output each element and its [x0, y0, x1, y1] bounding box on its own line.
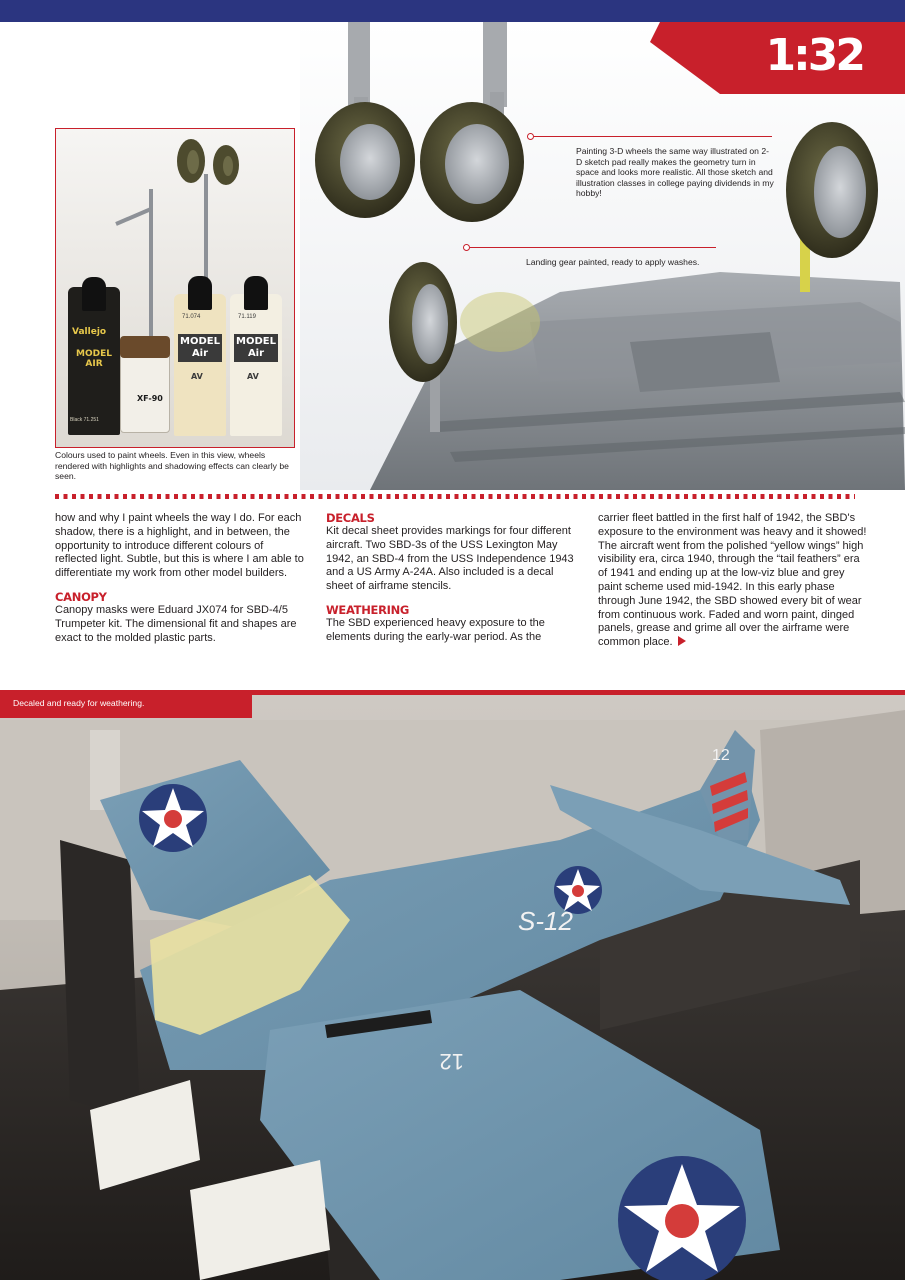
- weathering-heading: WEATHERING: [326, 602, 410, 617]
- callout-marker: [463, 244, 470, 251]
- bottle-code: Black 71.251: [70, 417, 99, 423]
- dotted-divider: [55, 494, 855, 500]
- canopy-heading: CANOPY: [55, 589, 107, 604]
- bottle-line: MODEL AIR: [76, 349, 112, 369]
- column-3: [598, 512, 868, 650]
- col3-text: carrier fleet battled in the first half of 1942, the SBD's exposure to the environment was heavy and it showed! The aircraft went from the polished “yellow wings” high visibility era, circa 1940, through the “tail feathers” era of 1941 and ending up at the low-viz blue and grey paint scheme used mid-1942. In this early phase through June 1942, the SBD showed every bit of wear from continuous work. Faded and worn paint, dinged panels, grease and grime all over the airframe were common place.: [598, 512, 867, 649]
- av-mark: AV: [191, 372, 203, 381]
- bottle-line: MODEL Air: [234, 334, 278, 362]
- jar-code: XF-90: [137, 394, 163, 403]
- landing-gear-callout: Landing gear painted, ready to apply washes.: [526, 257, 700, 267]
- paint-bottle-white: [230, 294, 282, 436]
- paints-caption: Colours used to paint wheels. Even in this view, wheels rendered with highlights and shadowing effects can clearly be seen.: [55, 450, 289, 481]
- tail-number: 12: [712, 747, 730, 764]
- bottle-code: 71.119: [238, 314, 256, 320]
- bottom-caption-tab: [0, 690, 252, 718]
- av-mark: AV: [247, 372, 259, 381]
- decals-text: Kit decal sheet provides markings for four different aircraft. Two SBD-3s of the USS Lexington May 1942, an SBD-4 from the USS Independence 1943 and a US Army A-24A. Also included is a decal sheet of airframe stencils.: [326, 525, 574, 593]
- jar-lid: [120, 336, 170, 358]
- callout-marker: [527, 133, 534, 140]
- scale-tab: [650, 22, 905, 94]
- column-1: [55, 512, 305, 645]
- bottle-cap: [244, 276, 268, 310]
- paints-photo: [55, 128, 295, 448]
- weathering-text: The SBD experienced heavy exposure to the elements during the early-war period. As the: [326, 616, 545, 643]
- bottom-caption: Decaled and ready for weathering.: [13, 698, 145, 708]
- wing-number: 12: [439, 1049, 464, 1074]
- paint-jar-tamiya: [120, 341, 170, 433]
- column-2: [326, 512, 576, 645]
- bottle-code: 71.074: [182, 314, 201, 320]
- bottle-line: MODEL Air: [178, 334, 222, 362]
- col1-intro: how and why I paint wheels the way I do. For each shadow, there is a highlight, and in between, the opportunity to introduce different colours of reflected light. Subtle, but this is where I am able to differentiate my work from other model builders.: [55, 512, 304, 580]
- paint-bottle-black: [68, 287, 120, 435]
- canopy-text: Canopy masks were Eduard JX074 for SBD-4/5 Trumpeter kit. The dimensional fit and shapes are exact to the molded plastic parts.: [55, 603, 297, 644]
- paint-bottle-cream: [174, 294, 226, 436]
- callout-leader: [534, 136, 772, 137]
- bottle-brand: Vallejo: [72, 327, 107, 337]
- top-bar: [0, 0, 905, 22]
- scale-label: 1:32: [765, 30, 863, 81]
- bottle-cap: [82, 277, 106, 311]
- callout-leader: [470, 247, 716, 248]
- continue-arrow-icon: [678, 636, 686, 646]
- wheels-callout: Painting 3-D wheels the same way illustrated on 2-D sketch pad really makes the geometry turn in space and looks more realistic. All those sketch and illustration classes in college paying dividends in my hobby!: [576, 146, 774, 199]
- aircraft-photo: [0, 690, 905, 1280]
- fuselage-code: S-12: [518, 906, 573, 936]
- decals-heading: DECALS: [326, 511, 375, 525]
- bottle-cap: [188, 276, 212, 310]
